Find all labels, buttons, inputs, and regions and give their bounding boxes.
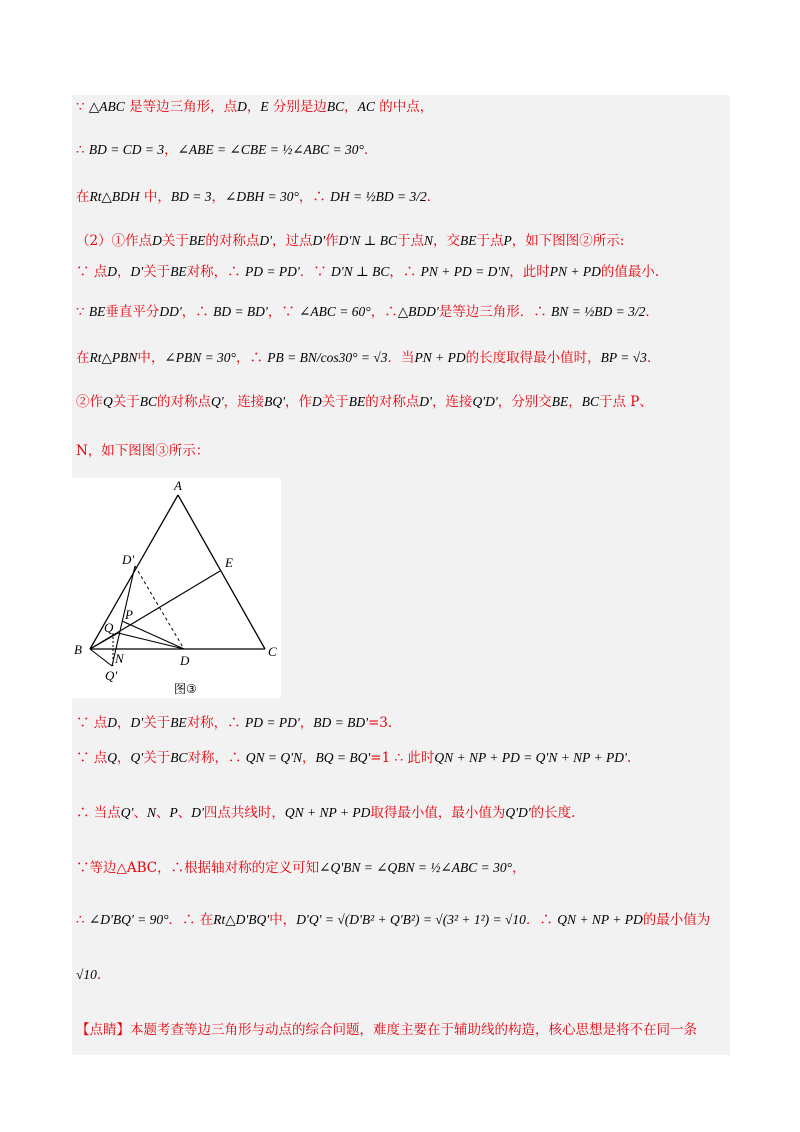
text-run: 的最小值为 bbox=[642, 912, 711, 928]
text-run: ，∴ bbox=[298, 189, 331, 205]
text-run: 关于 bbox=[321, 394, 349, 410]
text-run: ， bbox=[246, 99, 261, 115]
math-expression: QN + NP + PD bbox=[557, 912, 643, 927]
math-expression: D' bbox=[419, 394, 432, 409]
text-line bbox=[76, 140, 734, 160]
math-expression: D'Q' = √(D'B² + Q'B²) = √(3² + 1²) = √10 bbox=[296, 912, 526, 927]
text-run: ， bbox=[117, 264, 131, 280]
math-expression: BN = ½BD = 3/2 bbox=[551, 304, 646, 319]
text-run: （2）①作点 bbox=[76, 233, 153, 249]
text-line bbox=[76, 965, 734, 985]
text-run: ∵等边△ABC，∴根据轴对称的定义可知 bbox=[76, 860, 320, 876]
math-expression: D' bbox=[191, 805, 204, 820]
math-expression: ∠PBN = 30° bbox=[164, 350, 236, 365]
math-expression: PB = BN/cos30° = √3 bbox=[267, 350, 388, 365]
math-expression: Q bbox=[103, 394, 113, 409]
label-q-prime: Q' bbox=[105, 668, 118, 683]
math-expression: QN + NP + PD = Q'N + NP + PD' bbox=[434, 750, 627, 765]
math-expression: D bbox=[107, 264, 118, 279]
math-expression: BQ = BQ' bbox=[315, 750, 371, 765]
math-expression: D bbox=[237, 99, 247, 114]
text-run: ∵ 点 bbox=[76, 264, 108, 280]
text-line bbox=[76, 1020, 734, 1040]
text-run: 垂直平分 bbox=[105, 304, 160, 320]
text-run: ∴ 当点 bbox=[76, 805, 121, 821]
math-expression: ∠DBH = 30° bbox=[225, 189, 299, 204]
math-expression: Q' bbox=[211, 394, 224, 409]
math-expression: PD = PD' bbox=[244, 264, 300, 279]
geometry-figure bbox=[72, 478, 281, 698]
text-line bbox=[76, 713, 734, 733]
label-c: C bbox=[268, 644, 277, 659]
math-expression: BC bbox=[581, 394, 599, 409]
math-expression: BC bbox=[139, 394, 158, 409]
text-run: 对称，∴ bbox=[186, 715, 245, 731]
edge-ac bbox=[178, 495, 265, 649]
text-run: ， bbox=[299, 715, 314, 731]
math-expression: E bbox=[260, 99, 269, 114]
text-run: ∴ bbox=[76, 912, 89, 928]
math-expression: BD = 3 bbox=[170, 189, 212, 204]
math-expression: P bbox=[169, 805, 178, 820]
text-run: 作 bbox=[325, 233, 339, 249]
text-run: ， bbox=[568, 394, 582, 410]
text-run: ．∵ bbox=[299, 264, 332, 280]
text-run: N，如下图图③所示： bbox=[76, 443, 210, 459]
text-run: ，交 bbox=[432, 233, 460, 249]
text-run: =1 ∴ 此时 bbox=[370, 750, 435, 766]
text-run: 取得最小值，最小值为 bbox=[370, 805, 506, 821]
text-run: 的对称点 bbox=[365, 394, 420, 410]
text-run: 的对称点 bbox=[157, 394, 212, 410]
math-expression: D' bbox=[259, 233, 272, 248]
math-expression: N bbox=[423, 233, 433, 248]
math-expression: BD = CD = 3 bbox=[88, 142, 165, 157]
text-run: ，连接 bbox=[431, 394, 473, 410]
segment-bqp bbox=[90, 649, 112, 666]
text-run: ， bbox=[117, 750, 131, 766]
text-line bbox=[76, 910, 734, 930]
text-run: 关于 bbox=[143, 715, 171, 731]
text-run: ，如下图图②所示: bbox=[511, 233, 625, 249]
text-run: ．∴ bbox=[525, 912, 558, 928]
text-run: ， bbox=[164, 142, 178, 158]
math-expression: D bbox=[312, 394, 322, 409]
text-run: ，连接 bbox=[223, 394, 265, 410]
label-a: A bbox=[174, 478, 182, 493]
text-run: 的对称点 bbox=[205, 233, 260, 249]
triangle-diagram bbox=[72, 478, 281, 698]
text-run: 分别是边 bbox=[268, 99, 327, 115]
math-expression: PN + PD = D'N bbox=[420, 264, 510, 279]
label-d-prime: D' bbox=[122, 552, 135, 567]
math-expression: ∠ABC = 60° bbox=[299, 304, 371, 319]
math-expression: ∠D'BQ' = 90° bbox=[88, 912, 169, 927]
math-expression: Q' bbox=[120, 805, 134, 820]
text-run: 于点 bbox=[476, 233, 504, 249]
text-run: ， bbox=[117, 715, 131, 731]
math-expression: D bbox=[107, 715, 118, 730]
math-expression: BE bbox=[348, 394, 366, 409]
math-expression: △BDD' bbox=[397, 304, 439, 319]
text-run: ，∴ bbox=[181, 304, 214, 320]
text-run: ． bbox=[426, 189, 441, 205]
math-expression: Q' bbox=[130, 750, 144, 765]
text-run: ∴ bbox=[76, 142, 89, 158]
text-run: ， bbox=[302, 750, 316, 766]
math-expression: Rt△BDH bbox=[89, 189, 140, 204]
text-run: ， bbox=[512, 860, 526, 876]
label-b: B bbox=[74, 642, 82, 657]
segment-pd bbox=[122, 621, 184, 649]
text-run: ． bbox=[363, 142, 378, 158]
label-e: E bbox=[225, 555, 233, 570]
math-expression: N bbox=[146, 805, 156, 820]
math-expression: PN + PD bbox=[549, 264, 601, 279]
text-run: 中， bbox=[137, 350, 165, 366]
math-expression: D' bbox=[130, 715, 144, 730]
text-line bbox=[76, 187, 734, 207]
text-line bbox=[76, 748, 734, 768]
math-expression: BC bbox=[170, 750, 188, 765]
math-expression: D'N ⊥ BC bbox=[331, 264, 390, 279]
text-run: ，∵ bbox=[267, 304, 300, 320]
text-run: ∵ bbox=[76, 304, 89, 320]
text-run: ，此时 bbox=[509, 264, 550, 280]
text-run: ，∴ bbox=[235, 350, 268, 366]
math-expression: QN + NP + PD bbox=[284, 805, 371, 820]
math-expression: D' bbox=[130, 264, 144, 279]
text-run: ，∴ bbox=[389, 264, 421, 280]
text-run: 关于 bbox=[161, 233, 189, 249]
text-line bbox=[76, 392, 734, 412]
text-run: 中， bbox=[139, 189, 171, 205]
math-expression: Rt△D'BQ' bbox=[213, 912, 270, 927]
math-expression: BE bbox=[170, 264, 187, 279]
math-expression: D' bbox=[312, 233, 326, 248]
label-p: P bbox=[125, 607, 133, 622]
text-run: ∵ bbox=[76, 99, 89, 115]
math-expression: Q bbox=[107, 750, 118, 765]
math-expression: AC bbox=[357, 99, 375, 114]
text-run: 的中点， bbox=[374, 99, 434, 115]
math-expression: BD = BD' bbox=[213, 304, 268, 319]
math-expression: △ABC bbox=[88, 99, 125, 114]
text-run: ∵ 点 bbox=[76, 715, 108, 731]
text-line bbox=[76, 262, 734, 282]
text-run: ．当 bbox=[387, 350, 415, 366]
math-expression: BC bbox=[326, 99, 345, 114]
text-run: . bbox=[96, 967, 102, 983]
math-expression: BE bbox=[551, 394, 569, 409]
text-run: 在 bbox=[76, 189, 90, 205]
text-run: 、 bbox=[155, 805, 170, 821]
math-expression: BE bbox=[170, 715, 187, 730]
text-run: 关于 bbox=[143, 264, 171, 280]
math-expression: Q'D' bbox=[505, 805, 531, 820]
text-run: 对称，∴ bbox=[187, 750, 246, 766]
text-run: ． bbox=[645, 304, 659, 320]
text-line bbox=[76, 348, 734, 368]
label-d: D bbox=[180, 653, 190, 668]
text-run: 于点 bbox=[396, 233, 424, 249]
math-expression: P bbox=[503, 233, 512, 248]
text-run: 是等边三角形．∴ bbox=[438, 304, 552, 320]
text-line bbox=[76, 858, 734, 878]
text-run: 四点共线时， bbox=[203, 805, 285, 821]
text-run: ，∴ bbox=[370, 304, 398, 320]
math-expression: Rt△PBN bbox=[89, 350, 138, 365]
text-line bbox=[76, 302, 734, 322]
math-expression: PD = PD' bbox=[244, 715, 300, 730]
text-run: 的值最小. bbox=[600, 264, 660, 280]
text-line bbox=[76, 441, 734, 461]
text-line bbox=[76, 803, 734, 823]
text-run: ．∴ 在 bbox=[168, 912, 214, 928]
math-expression: BD = BD' bbox=[313, 715, 368, 730]
math-expression: BE bbox=[188, 233, 206, 248]
math-expression: BQ' bbox=[264, 394, 286, 409]
text-run: 、 bbox=[177, 805, 192, 821]
text-run: 在 bbox=[76, 350, 90, 366]
text-run: 的长度. bbox=[530, 805, 576, 821]
math-expression: ∠Q'BN = ∠QBN = ½∠ABC = 30° bbox=[319, 860, 513, 875]
label-q: Q bbox=[104, 620, 114, 635]
text-run: 关于 bbox=[112, 394, 140, 410]
text-line bbox=[76, 231, 734, 251]
math-expression: DD' bbox=[159, 304, 182, 319]
figure-caption: 图③ bbox=[174, 682, 197, 696]
text-run: ， bbox=[211, 189, 226, 205]
segment-dpd-dashed bbox=[135, 566, 184, 649]
text-run: ∵ 点 bbox=[76, 750, 108, 766]
math-expression: √10 bbox=[76, 967, 97, 982]
math-expression: QN = Q'N bbox=[245, 750, 303, 765]
text-line bbox=[76, 97, 734, 117]
text-run: 关于 bbox=[143, 750, 171, 766]
text-run: =3. bbox=[367, 715, 393, 731]
text-run: ，作 bbox=[285, 394, 313, 410]
label-n: N bbox=[115, 651, 124, 666]
math-expression: BE bbox=[459, 233, 477, 248]
text-run: . bbox=[626, 750, 632, 766]
math-expression: D bbox=[152, 233, 162, 248]
text-run: ． bbox=[646, 350, 661, 366]
text-run: ②作 bbox=[76, 394, 103, 410]
math-expression: ∠ABE = ∠CBE = ½∠ABC = 30° bbox=[177, 142, 364, 157]
text-run: 、 bbox=[133, 805, 147, 821]
text-run: 【点睛】本题考查等边三角形与动点的综合问题，难度主要在于辅助线的构造，核心思想是将不在同一条 bbox=[76, 1022, 697, 1038]
math-expression: PN + PD bbox=[414, 350, 466, 365]
math-expression: BE bbox=[88, 304, 106, 319]
text-run: 是等边三角形，点 bbox=[124, 99, 238, 115]
text-run: 对称，∴ bbox=[186, 264, 245, 280]
math-expression: BP = √3 bbox=[600, 350, 647, 365]
math-expression: D'N ⊥ BC bbox=[338, 233, 397, 248]
math-expression: Q'D' bbox=[472, 394, 498, 409]
text-run: ，分别交 bbox=[497, 394, 552, 410]
text-run: ， bbox=[344, 99, 358, 115]
segment-qd bbox=[118, 633, 184, 649]
text-run: 的长度取得最小值时， bbox=[465, 350, 601, 366]
text-run: 中， bbox=[269, 912, 297, 928]
math-expression: DH = ½BD = 3/2 bbox=[330, 189, 427, 204]
text-run: 于点 P、 bbox=[598, 394, 653, 410]
text-run: ，过点 bbox=[271, 233, 313, 249]
